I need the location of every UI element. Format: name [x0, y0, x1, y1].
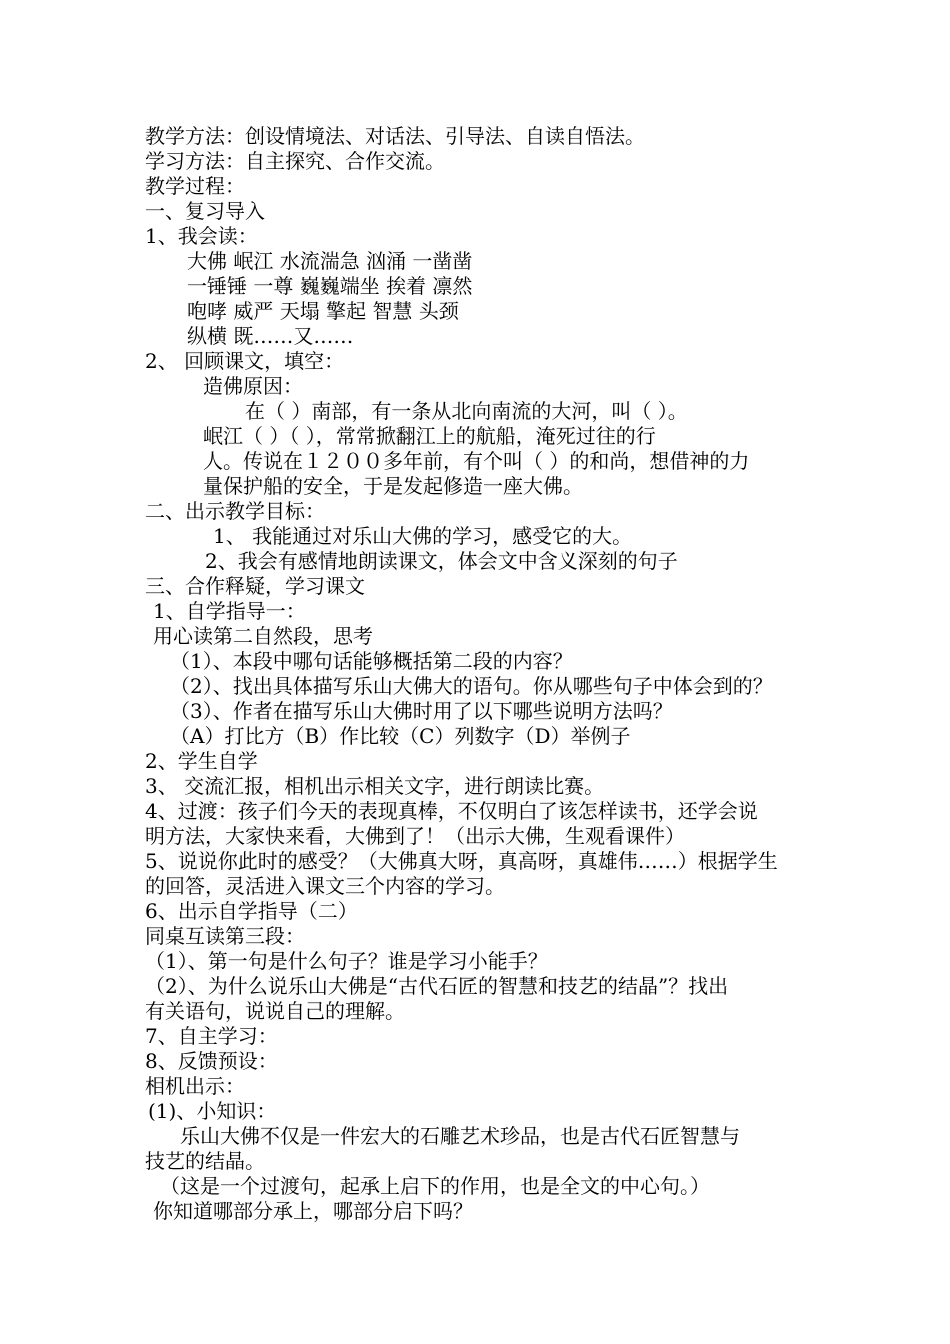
review-heading: 2、 回顾课文，填空： — [145, 349, 345, 373]
step-3: 3、 交流汇报，相机出示相关文字，进行朗读比赛。 — [145, 774, 605, 798]
knowledge-label: (1)、小知识： — [148, 1099, 277, 1123]
question-1: （1）、本段中哪句话能够概括第二段的内容？ — [170, 649, 573, 673]
reading-item-heading: 1、我会读： — [145, 224, 258, 248]
step-4-line-1: 4、过渡：孩子们今天的表现真棒，不仅明白了该怎样读书，还学会说 — [145, 799, 758, 823]
goal-1: 1、 我能通过对乐山大佛的学习，感受它的大。 — [213, 524, 633, 548]
show-label: 相机出示： — [145, 1074, 245, 1098]
vocab-line-2: 一锤锤 一尊 巍巍端坐 挨着 凛然 — [187, 274, 473, 298]
transition-note: （这是一个过渡句，起承上启下的作用，也是全文的中心句。） — [160, 1174, 710, 1198]
question-2: （2）、找出具体描写乐山大佛大的语句。你从哪些句子中体会到的？ — [170, 674, 773, 698]
step-7: 7、自主学习： — [145, 1024, 278, 1048]
fill-blank-line-1: 在（ ）南部，有一条从北向南流的大河，叫（ ）。 — [245, 399, 688, 423]
partner-question-2-line-1: （2）、为什么说乐山大佛是“古代石匠的智慧和技艺的结晶”？找出 — [145, 974, 729, 998]
section-two-heading: 二、出示教学目标： — [145, 499, 325, 523]
partner-question-2-line-2: 有关语句，说说自己的理解。 — [145, 999, 405, 1023]
step-2: 2、学生自学 — [145, 749, 258, 773]
final-question: 你知道哪部分承上，哪部分启下吗？ — [153, 1199, 473, 1223]
teaching-methods-line: 教学方法：创设情境法、对话法、引导法、自读自悟法。 — [145, 124, 645, 148]
step-4-line-2: 明方法，大家快来看，大佛到了！（出示大佛，生观看课件） — [145, 824, 685, 848]
self-study-guide-1: 1、自学指导一： — [153, 599, 306, 623]
goal-2: 2、我会有感情地朗读课文，体会文中含义深刻的句子 — [205, 549, 678, 573]
fill-blank-line-4: 量保护船的安全，于是发起修造一座大佛。 — [203, 474, 583, 498]
knowledge-line-2: 技艺的结晶。 — [145, 1149, 265, 1173]
read-paragraph-two: 用心读第二自然段，思考 — [153, 624, 373, 648]
step-6: 6、出示自学指导（二） — [145, 899, 358, 923]
buddha-reason-label: 造佛原因： — [203, 374, 303, 398]
step-5-line-1: 5、说说你此时的感受？（大佛真大呀，真高呀，真雄伟……）根据学生 — [145, 849, 778, 873]
section-three-heading: 三、合作释疑，学习课文 — [145, 574, 365, 598]
step-8: 8、反馈预设： — [145, 1049, 278, 1073]
question-3: （3）、作者在描写乐山大佛时用了以下哪些说明方法吗？ — [170, 699, 673, 723]
partner-read-label: 同桌互读第三段： — [145, 924, 305, 948]
vocab-line-4: 纵横 既……又…… — [187, 324, 354, 348]
question-3-options: （A）打比方（B）作比较（C）列数字（D）举例子 — [170, 724, 631, 748]
vocab-line-3: 咆哮 威严 天塌 擎起 智慧 头颈 — [187, 299, 459, 323]
teaching-process-heading: 教学过程： — [145, 174, 245, 198]
knowledge-line-1: 乐山大佛不仅是一件宏大的石雕艺术珍品，也是古代石匠智慧与 — [180, 1124, 740, 1148]
learning-methods-line: 学习方法：自主探究、合作交流。 — [145, 149, 445, 173]
step-5-line-2: 的回答，灵活进入课文三个内容的学习。 — [145, 874, 505, 898]
section-one-heading: 一、复习导入 — [145, 199, 265, 223]
fill-blank-line-3: 人。传说在１２００多年前，有个叫（ ）的和尚，想借神的力 — [203, 449, 750, 473]
fill-blank-line-2: 岷江（ ）（ ），常常掀翻江上的航船，淹死过往的行 — [203, 424, 656, 448]
vocab-line-1: 大佛 岷江 水流湍急 汹涌 一凿凿 — [187, 249, 473, 273]
partner-question-1: （1）、第一句是什么句子？谁是学习小能手？ — [145, 949, 548, 973]
